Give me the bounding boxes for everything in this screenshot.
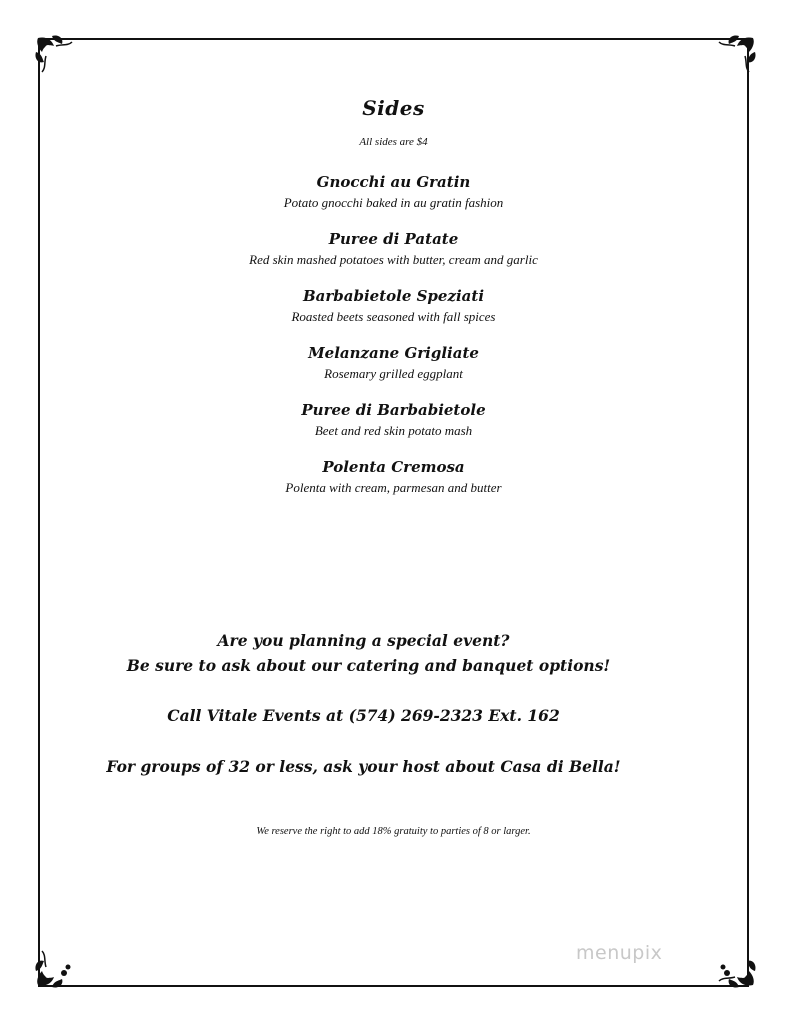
menu-item-name: Puree di Barbabietole [301,401,486,419]
menu-item-name: Gnocchi au Gratin [316,173,471,191]
menu-item-description: Polenta with cream, parmesan and butter [285,480,502,495]
menu-item [40,172,747,212]
menu-item-name: Melanzane Grigliate [308,344,479,362]
floral-corner-ornament-icon [32,32,78,78]
floral-corner-ornament-icon [32,945,78,991]
promo-groups-line: For groups of 32 or less, ask your host about Casa di Bella! [106,757,621,776]
floral-corner-ornament-icon [713,945,759,991]
section-title: Sides [362,96,425,120]
menu-item [40,343,747,383]
menu-item [40,457,747,497]
watermark-logo: menupix [576,942,663,964]
section-price-note: All sides are $4 [359,136,428,148]
menu-item [40,286,747,326]
menu-item-description: Red skin mashed potatoes with butter, cream and garlic [249,252,538,267]
menu-item [40,400,747,440]
promo-line-1: Are you planning a special event? [217,631,510,650]
floral-corner-ornament-icon [713,32,759,78]
menu-item-description: Beet and red skin potato mash [314,423,473,438]
menu-item-name: Puree di Patate [328,230,459,248]
menu-item-description: Roasted beets seasoned with fall spices [291,309,496,324]
menu-item-description: Rosemary grilled eggplant [324,366,463,381]
promo-call-line: Call Vitale Events at (574) 269-2323 Ext. 162 [167,706,560,725]
menu-item-description: Potato gnocchi baked in au gratin fashion [283,195,504,210]
menu-item-name: Barbabietole Speziati [302,287,485,305]
menu-item-name: Polenta Cremosa [322,458,465,476]
gratuity-disclaimer: We reserve the right to add 18% gratuity to parties of 8 or larger. [256,826,531,837]
promo-line-2: Be sure to ask about our catering and banquet options! [126,656,611,675]
menu-item [40,229,747,269]
